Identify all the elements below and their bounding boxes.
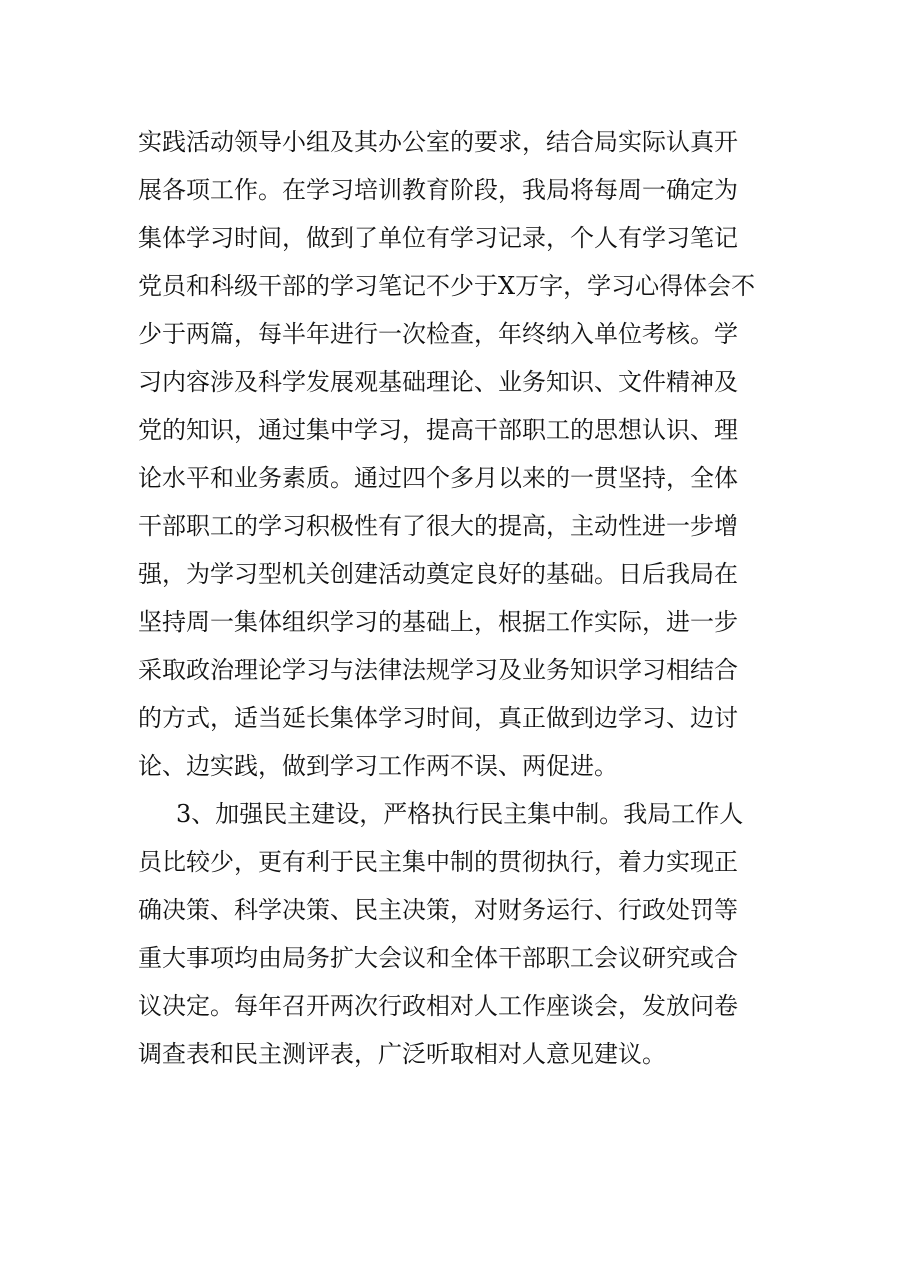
- text-line-9: 干部职工的学习积极性有了很大的提高，主动性进一步增: [138, 512, 738, 540]
- text-line-3: 集体学习时间，做到了单位有学习记录，个人有学习笔记: [138, 224, 738, 252]
- text-line-16: 员比较少，更有利于民主集中制的贯彻执行，着力实现正: [138, 848, 738, 876]
- text-line-17: 确决策、科学决策、民主决策，对财务运行、行政处罚等: [138, 896, 738, 924]
- text-line-10: 强，为学习型机关创建活动奠定良好的基础。日后我局在: [138, 560, 738, 588]
- text-line-19: 议决定。每年召开两次行政相对人工作座谈会，发放问卷: [138, 992, 738, 1020]
- text-line-15: 3、加强民主建设，严格执行民主集中制。我局工作人: [176, 800, 744, 828]
- text-line-12: 采取政治理论学习与法律法规学习及业务知识学习相结合: [138, 656, 738, 684]
- text-line-2: 展各项工作。在学习培训教育阶段，我局将每周一确定为: [138, 176, 738, 204]
- text-line-8: 论水平和业务素质。通过四个多月以来的一贯坚持，全体: [138, 464, 738, 492]
- text-line-13: 的方式，适当延长集体学习时间，真正做到边学习、边讨: [138, 704, 738, 732]
- text-line-1: 实践活动领导小组及其办公室的要求，结合局实际认真开: [138, 128, 738, 156]
- text-line-4: 党员和科级干部的学习笔记不少于X万字，学习心得体会不: [138, 272, 756, 300]
- text-line-7: 党的知识，通过集中学习，提高干部职工的思想认识、理: [138, 416, 738, 444]
- text-line-11: 坚持周一集体组织学习的基础上，根据工作实际，进一步: [138, 608, 738, 636]
- text-line-20: 调查表和民主测评表，广泛听取相对人意见建议。: [138, 1040, 666, 1068]
- text-line-6: 习内容涉及科学发展观基础理论、业务知识、文件精神及: [138, 368, 738, 396]
- text-line-18: 重大事项均由局务扩大会议和全体干部职工会议研究或合: [138, 944, 738, 972]
- text-line-5: 少于两篇，每半年进行一次检查，年终纳入单位考核。学: [138, 320, 738, 348]
- text-line-14: 论、边实践，做到学习工作两不误、两促进。: [138, 752, 618, 780]
